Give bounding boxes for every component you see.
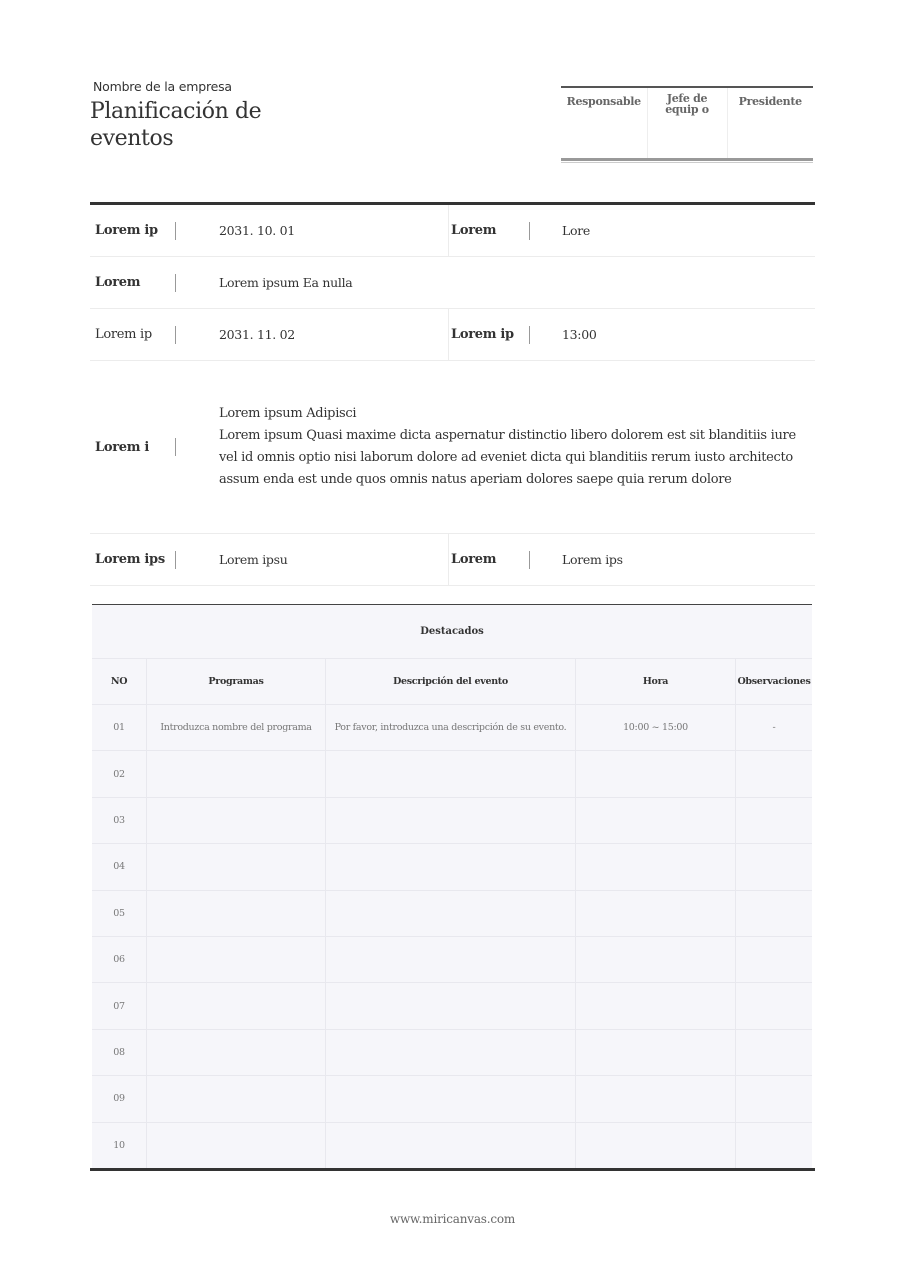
info-label: Lorem — [451, 552, 497, 567]
info-row — [90, 361, 815, 534]
table-row — [92, 751, 812, 797]
info-cell — [448, 309, 813, 360]
info-cell — [90, 534, 448, 585]
cell-no: 06 — [92, 937, 147, 982]
cell-hora[interactable] — [576, 751, 736, 796]
cell-descripcion[interactable] — [326, 1123, 576, 1169]
table-row — [92, 1076, 812, 1122]
info-value[interactable]: 2031. 10. 01 — [219, 223, 295, 238]
col-header-descripcion: Descripción del evento — [326, 659, 576, 704]
separator — [175, 274, 176, 292]
col-header-hora: Hora — [576, 659, 736, 704]
info-cell — [90, 257, 815, 308]
cell-hora[interactable] — [576, 1076, 736, 1121]
table-header-row — [92, 659, 812, 705]
info-value[interactable]: 2031. 11. 02 — [219, 327, 295, 342]
divider — [561, 158, 813, 161]
cell-programa[interactable] — [147, 891, 326, 936]
page-title: Planificación de eventos — [90, 99, 262, 151]
cell-programa[interactable] — [147, 751, 326, 796]
cell-programa[interactable] — [147, 1123, 326, 1169]
approval-col-responsable[interactable]: Responsable — [561, 88, 648, 158]
separator — [529, 326, 530, 344]
info-cell — [90, 309, 448, 360]
table-row — [92, 937, 812, 983]
cell-programa[interactable] — [147, 983, 326, 1028]
info-label: Lorem i — [95, 439, 150, 455]
table-title: Destacados — [92, 605, 812, 659]
info-cell — [90, 205, 448, 256]
cell-no: 09 — [92, 1076, 147, 1121]
table-row — [92, 891, 812, 937]
col-header-programas: Programas — [147, 659, 326, 704]
cell-observaciones[interactable] — [736, 751, 812, 796]
cell-programa[interactable] — [147, 798, 326, 843]
cell-no: 03 — [92, 798, 147, 843]
cell-no: 04 — [92, 844, 147, 889]
table-row — [92, 1030, 812, 1076]
description-text[interactable] — [219, 403, 809, 491]
cell-observaciones[interactable] — [736, 798, 812, 843]
cell-observaciones[interactable] — [736, 937, 812, 982]
info-label: Lorem ip — [95, 327, 152, 342]
cell-descripcion[interactable] — [326, 751, 576, 796]
cell-no: 10 — [92, 1123, 147, 1169]
cell-descripcion[interactable] — [326, 937, 576, 982]
info-row — [90, 309, 815, 361]
cell-observaciones[interactable]: - — [772, 722, 776, 734]
info-section — [90, 202, 815, 586]
cell-observaciones[interactable] — [736, 844, 812, 889]
separator — [529, 222, 530, 240]
cell-no: 01 — [92, 705, 147, 750]
cell-descripcion[interactable] — [326, 798, 576, 843]
separator — [175, 551, 176, 569]
cell-observaciones[interactable] — [736, 1123, 812, 1169]
table-row — [92, 705, 812, 751]
separator — [175, 326, 176, 344]
cell-no: 07 — [92, 983, 147, 1028]
cell-hora[interactable] — [576, 798, 736, 843]
cell-descripcion[interactable] — [326, 1030, 576, 1075]
table-row — [92, 983, 812, 1029]
info-row — [90, 534, 815, 586]
info-row — [90, 257, 815, 309]
cell-programa[interactable] — [147, 937, 326, 982]
cell-hora[interactable] — [576, 937, 736, 982]
company-name: Nombre de la empresa — [93, 79, 232, 94]
info-cell — [448, 205, 813, 256]
info-value[interactable]: Lorem ips — [562, 552, 623, 567]
cell-hora[interactable] — [576, 1123, 736, 1169]
info-label: Lorem — [95, 275, 141, 290]
cell-hora[interactable] — [576, 844, 736, 889]
divider — [561, 162, 813, 163]
table-row — [92, 798, 812, 844]
table-row — [92, 1123, 812, 1169]
cell-hora[interactable]: 10:00 ~ 15:00 — [576, 705, 736, 750]
separator — [175, 438, 176, 456]
cell-programa[interactable] — [147, 1030, 326, 1075]
cell-programa[interactable]: Introduzca nombre del programa — [147, 705, 326, 750]
info-row — [90, 205, 815, 257]
divider — [90, 1168, 815, 1171]
info-value[interactable]: 13:00 — [562, 327, 597, 342]
cell-descripcion[interactable] — [326, 983, 576, 1028]
cell-programa[interactable] — [147, 844, 326, 889]
approval-box — [561, 86, 813, 162]
cell-observaciones[interactable] — [736, 1076, 812, 1121]
cell-descripcion[interactable] — [326, 844, 576, 889]
approval-col-jefe[interactable]: Jefe de equip o — [648, 88, 728, 158]
info-label: Lorem ip — [451, 327, 514, 342]
info-label: Lorem ip — [95, 223, 158, 238]
description-body: Lorem ipsum Quasi maxime dicta aspernatur distinctio libero dolorem est sit blanditiis iure vel id omnis optio nisi laborum dolore ad eveniet dicta qui blanditiis rerum iusto architecto assum enda est unde quos omnis natus aperiam dolores saepe quia rerum dolore — [219, 428, 796, 487]
separator — [175, 222, 176, 240]
cell-no: 02 — [92, 751, 147, 796]
table-row — [92, 844, 812, 890]
cell-hora[interactable] — [576, 983, 736, 1028]
cell-no: 08 — [92, 1030, 147, 1075]
cell-programa[interactable] — [147, 1076, 326, 1121]
approval-col-presidente[interactable]: Presidente — [738, 95, 802, 108]
info-cell — [90, 361, 815, 533]
info-value[interactable]: Lorem ipsum Ea nulla — [219, 275, 353, 290]
cell-observaciones[interactable] — [736, 983, 812, 1028]
separator — [529, 551, 530, 569]
cell-no: 05 — [92, 891, 147, 936]
description-title: Lorem ipsum Adipisci — [219, 406, 357, 421]
info-label: Lorem ips — [95, 552, 165, 567]
col-header-no: NO — [92, 659, 147, 704]
info-label: Lorem — [451, 223, 497, 238]
cell-observaciones[interactable] — [736, 1030, 812, 1075]
cell-descripcion[interactable] — [326, 1076, 576, 1121]
cell-hora[interactable] — [576, 891, 736, 936]
cell-descripcion[interactable]: Por favor, introduzca una descripción de su evento. — [326, 705, 576, 750]
info-value[interactable]: Lore — [562, 223, 590, 238]
schedule-table — [92, 604, 812, 1169]
cell-observaciones[interactable] — [736, 891, 812, 936]
info-cell — [448, 534, 813, 585]
info-value[interactable]: Lorem ipsu — [219, 552, 288, 567]
table-body — [92, 705, 812, 1169]
col-header-observaciones: Observaciones — [737, 676, 811, 687]
cell-hora[interactable] — [576, 1030, 736, 1075]
footer-url[interactable]: www.miricanvas.com — [389, 1212, 516, 1226]
cell-descripcion[interactable] — [326, 891, 576, 936]
